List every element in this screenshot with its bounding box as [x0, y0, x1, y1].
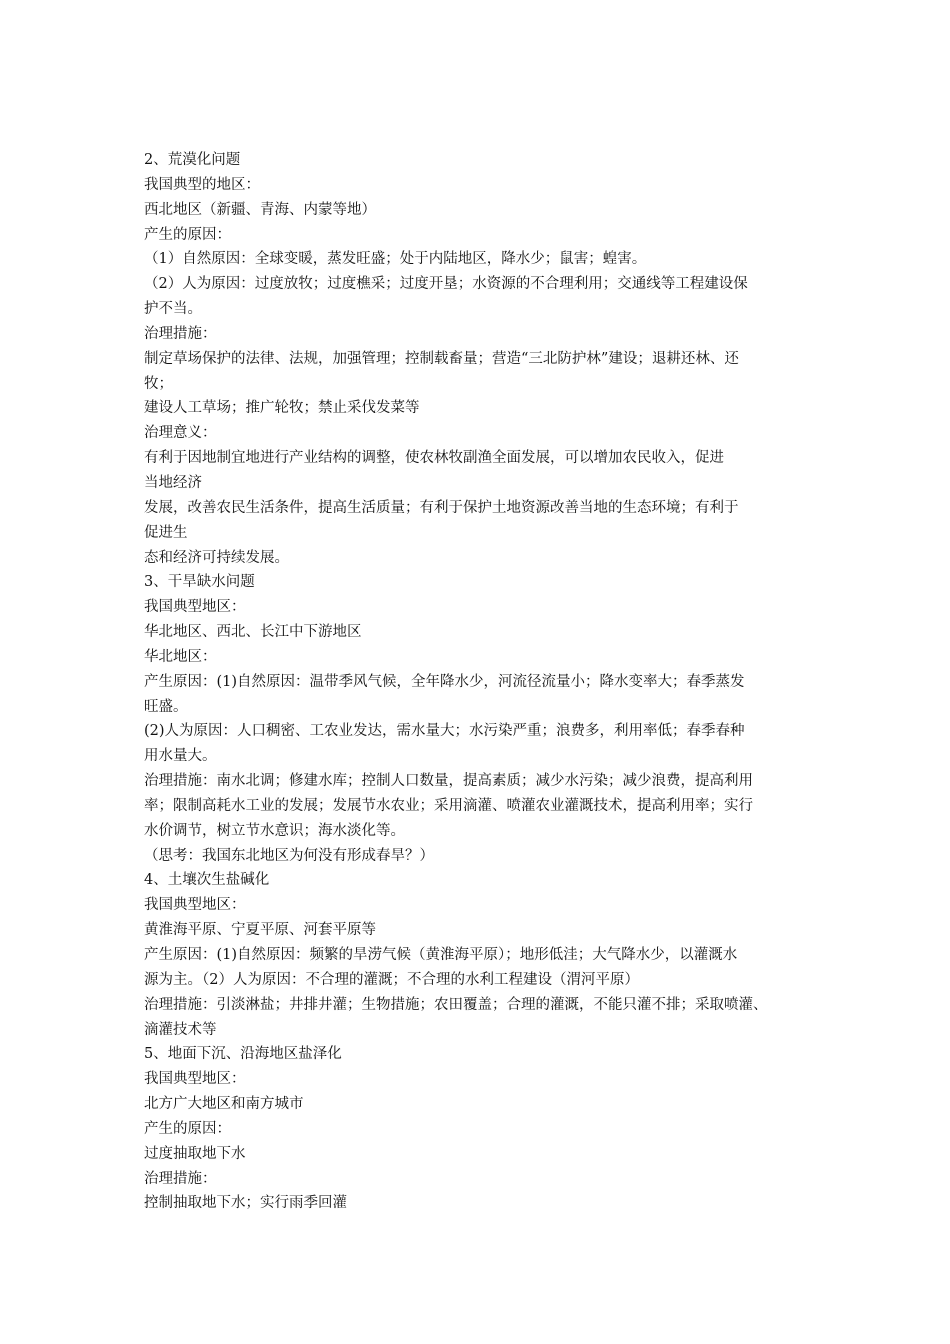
- text-line: 护不当。: [144, 301, 202, 318]
- text-line: 制定草场保护的法律、法规，加强管理；控制载畜量；营造“三北防护林”建设；退耕还林、还: [144, 350, 739, 367]
- section-heading-salinization: 4、土壤次生盐碱化: [144, 872, 270, 889]
- text-line: 建设人工草场；推广轮牧；禁止采伐发菜等: [144, 400, 420, 417]
- text-line: 西北地区（新疆、青海、内蒙等地）: [144, 201, 376, 218]
- text-line: 我国典型地区：: [144, 1071, 246, 1088]
- text-line: 华北地区：: [144, 648, 217, 665]
- text-line: (2)人为原因：人口稠密、工农业发达，需水量大；水污染严重；浪费多，利用率低；春季春种: [144, 723, 745, 740]
- text-line: 控制抽取地下水；实行雨季回灌: [144, 1195, 347, 1212]
- text-line: 率；限制高耗水工业的发展；发展节水农业；采用滴灌、喷灌农业灌溉技术，提高利用率；实行: [144, 797, 753, 814]
- text-line: 治理措施：: [144, 1170, 217, 1187]
- text-line: 华北地区、西北、长江中下游地区: [144, 624, 362, 641]
- text-line: 滴灌技术等: [144, 1021, 217, 1038]
- text-line: 促进生: [144, 524, 188, 541]
- text-line: 用水量大。: [144, 748, 217, 765]
- text-line: 产生的原因：: [144, 1120, 231, 1137]
- text-line: 有利于因地制宜地进行产业结构的调整，使农林牧副渔全面发展，可以增加农民收入，促进: [144, 450, 724, 467]
- text-line: 产生的原因：: [144, 226, 231, 243]
- section-heading-drought: 3、干旱缺水问题: [144, 574, 255, 591]
- text-line: 当地经济: [144, 474, 202, 491]
- text-line: 治理措施：: [144, 325, 217, 342]
- section-heading-subsidence: 5、地面下沉、沿海地区盐泽化: [144, 1046, 342, 1063]
- text-line: 态和经济可持续发展。: [144, 549, 289, 566]
- text-line: 牧；: [144, 375, 173, 392]
- text-line: 黄淮海平原、宁夏平原、河套平原等: [144, 922, 376, 939]
- text-line: （2）人为原因：过度放牧；过度樵采；过度开垦；水资源的不合理利用；交通线等工程建设保: [144, 276, 748, 293]
- text-line: 发展，改善农民生活条件，提高生活质量；有利于保护土地资源改善当地的生态环境；有利于: [144, 499, 739, 516]
- text-line: 过度抽取地下水: [144, 1145, 246, 1162]
- text-line: 源为主。（2）人为原因：不合理的灌溉；不合理的水利工程建设（渭河平原）: [144, 971, 639, 988]
- text-line: 治理意义：: [144, 425, 217, 442]
- text-line: 我国典型地区：: [144, 897, 246, 914]
- text-line: 旺盛。: [144, 698, 188, 715]
- text-line: 水价调节，树立节水意识；海水淡化等。: [144, 822, 405, 839]
- text-line: 治理措施：引淡淋盐；井排井灌；生物措施；农田覆盖；合理的灌溉，不能只灌不排；采取喷灌、: [144, 996, 768, 1013]
- text-line: 产生原因：(1)自然原因：温带季风气候，全年降水少，河流径流量小；降水变率大；春季蒸发: [144, 673, 745, 690]
- text-line: （思考：我国东北地区为何没有形成春旱？）: [144, 847, 434, 864]
- text-line: 我国典型地区：: [144, 599, 246, 616]
- text-line: 产生原因：(1)自然原因：频繁的旱涝气候（黄淮海平原）；地形低洼；大气降水少，以灌溉水: [144, 947, 738, 963]
- document-body: [144, 148, 824, 1216]
- text-line: （1）自然原因：全球变暖，蒸发旺盛；处于内陆地区，降水少；鼠害；蝗害。: [144, 251, 647, 268]
- text-line: 我国典型的地区：: [144, 176, 260, 193]
- text-line: 治理措施：南水北调；修建水库；控制人口数量，提高素质；减少水污染；减少浪费，提高利用: [144, 773, 753, 790]
- section-heading-desertification: 2、荒漠化问题: [144, 152, 241, 168]
- text-line: 北方广大地区和南方城市: [144, 1096, 304, 1113]
